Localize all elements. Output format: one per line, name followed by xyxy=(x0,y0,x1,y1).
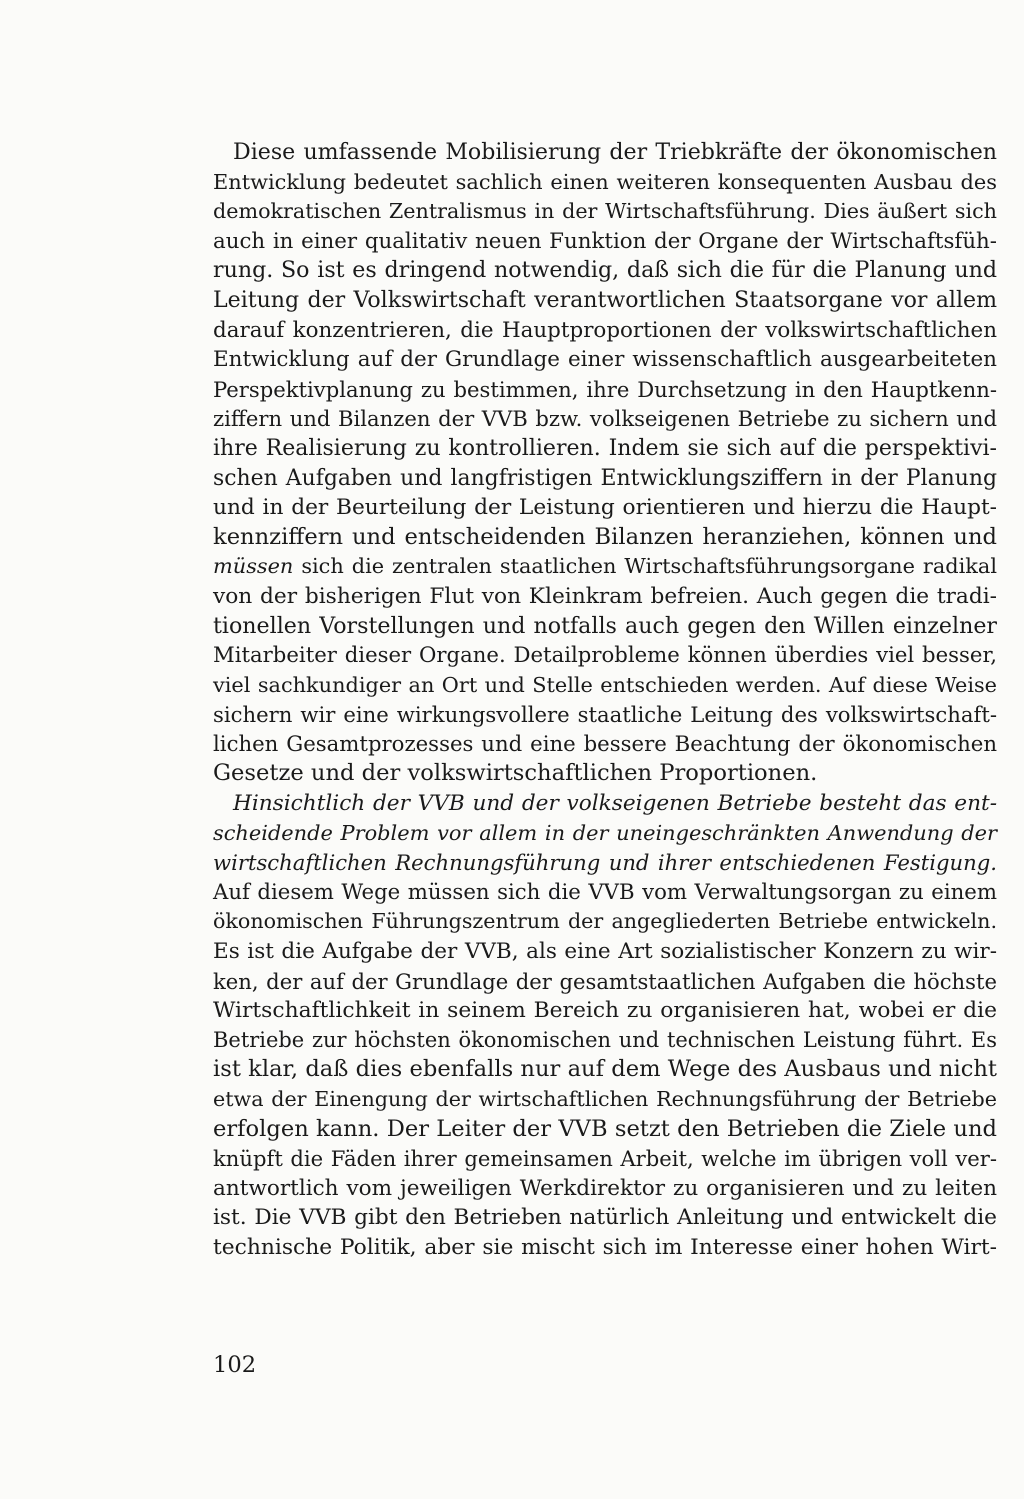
page-body xyxy=(213,138,997,1263)
page-number: 102 xyxy=(213,1352,257,1378)
text-line: und in der Beurteilung der Leistung orientieren und hierzu die Haupt- xyxy=(213,495,997,521)
text-line: ziffern und Bilanzen der VVB bzw. volkseigenen Betriebe zu sichern und xyxy=(213,406,997,432)
text-line: antwortlich vom jeweiligen Werkdirektor zu organisieren und zu leiten xyxy=(213,1175,997,1201)
text-line: darauf konzentrieren, die Hauptproportionen der volkswirtschaftlichen xyxy=(213,317,997,343)
text-line: Gesetze und der volkswirtschaftlichen Proportionen. xyxy=(213,760,818,787)
text-line: ken, der auf der Grundlage der gesamtstaatlichen Aufgaben die höchste xyxy=(213,968,997,994)
text-line: sichern wir eine wirkungsvollere staatliche Leitung des volkswirtschaft- xyxy=(213,702,997,728)
text-line: ihre Realisierung zu kontrollieren. Indem sie sich auf die perspektivi- xyxy=(213,435,997,461)
text-line-with-emphasis xyxy=(213,552,997,582)
text-line: kennziffern und entscheidenden Bilanzen heranziehen, können und xyxy=(213,523,997,550)
emphasis-word: müssen xyxy=(213,554,294,579)
text-line: knüpft die Fäden ihrer gemeinsamen Arbeit, welche im übrigen voll ver- xyxy=(213,1146,997,1172)
italic-line: Hinsichtlich der VVB und der volkseigenen Betriebe besteht das ent- xyxy=(233,791,997,817)
text-line: viel sachkundiger an Ort und Stelle entschieden werden. Auf diese Weise xyxy=(213,672,997,697)
text-line: von der bisherigen Flut von Kleinkram befreien. Auch gegen die tradi- xyxy=(213,583,997,609)
text-line: Entwicklung auf der Grundlage einer wissenschaftlich ausgearbeiteten xyxy=(213,347,997,373)
text-line: Diese umfassende Mobilisierung der Triebkräfte der ökonomischen xyxy=(233,139,997,165)
text-line: ökonomischen Führungszentrum der angegliederten Betriebe entwickeln. xyxy=(213,909,997,934)
paragraph-1 xyxy=(213,138,997,789)
text-line: auch in einer qualitativ neuen Funktion der Organe der Wirtschaftsfüh- xyxy=(213,228,997,254)
text-line: Leitung der Volkswirtschaft verantwortlichen Staatsorgane vor allem xyxy=(213,287,997,313)
paragraph-2 xyxy=(213,789,997,1263)
text-line: Entwicklung bedeutet sachlich einen weiteren konsequenten Ausbau des xyxy=(213,169,997,194)
text-line: lichen Gesamtprozesses und eine bessere Beachtung der ökonomischen xyxy=(213,731,997,757)
text-line: etwa der Einengung der wirtschaftlichen Rechnungsführung der Betriebe xyxy=(213,1087,997,1111)
italic-line: wirtschaftlichen Rechnungsführung und ihrer entschiedenen Festigung. xyxy=(213,850,997,876)
text-line-rest: sich die zentralen staatlichen Wirtschaftsführungsorgane radikal xyxy=(301,554,997,579)
text-line: Perspektivplanung zu bestimmen, ihre Durchsetzung in den Hauptkenn- xyxy=(213,376,997,402)
text-line: Auf diesem Wege müssen sich die VVB vom Verwaltungsorgan zu einem xyxy=(213,879,997,905)
text-line: Mitarbeiter dieser Organe. Detailprobleme können überdies viel besser, xyxy=(213,643,997,669)
text-line: erfolgen kann. Der Leiter der VVB setzt den Betrieben die Ziele und xyxy=(213,1115,997,1142)
text-line: rung. So ist es dringend notwendig, daß sich die für die Planung und xyxy=(213,257,997,284)
text-line: schen Aufgaben und langfristigen Entwicklungsziffern in der Planung xyxy=(213,465,997,491)
text-line: ist. Die VVB gibt den Betrieben natürlich Anleitung und entwickelt die xyxy=(213,1205,997,1231)
text-line: demokratischen Zentralismus in der Wirtschaftsführung. Dies äußert sich xyxy=(213,199,997,224)
text-line: technische Politik, aber sie mischt sich im Interesse einer hohen Wirt- xyxy=(213,1234,997,1260)
text-line: Es ist die Aufgabe der VVB, als eine Art sozialistischer Konzern zu wir- xyxy=(213,939,997,965)
text-line: ist klar, daß dies ebenfalls nur auf dem Wege des Ausbaus und nicht xyxy=(213,1056,997,1083)
italic-line: scheidende Problem vor allem in der uneingeschränkten Anwendung der xyxy=(213,820,997,845)
text-line: Wirtschaftlichkeit in seinem Bereich zu organisieren hat, wobei er die xyxy=(213,998,997,1024)
text-line: Betriebe zur höchsten ökonomischen und technischen Leistung führt. Es xyxy=(213,1027,997,1052)
text-line: tionellen Vorstellungen und notfalls auch gegen den Willen einzelner xyxy=(213,612,997,639)
